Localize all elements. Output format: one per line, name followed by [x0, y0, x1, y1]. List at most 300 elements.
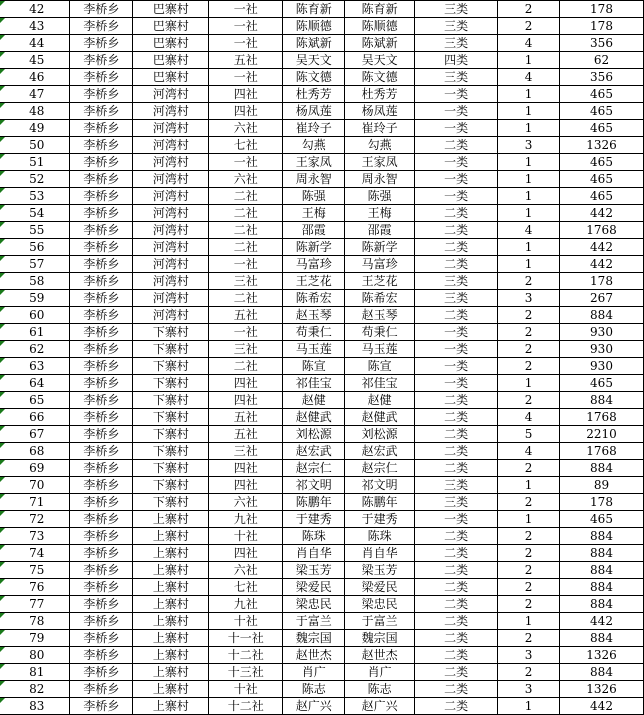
category-cell[interactable]: 一类	[415, 511, 498, 528]
township-cell[interactable]: 李桥乡	[70, 545, 133, 562]
category-cell[interactable]: 一类	[415, 103, 498, 120]
amount-cell[interactable]: 442	[560, 256, 644, 273]
name-cell[interactable]: 祁佳宝	[283, 375, 345, 392]
group-cell[interactable]: 四社	[209, 477, 283, 494]
table-row[interactable]	[0, 222, 644, 239]
head-name-cell[interactable]: 杨凤莲	[345, 103, 415, 120]
row-number[interactable]: 42	[0, 1, 70, 18]
village-cell[interactable]: 上寨村	[133, 511, 209, 528]
head-name-cell[interactable]: 于建秀	[345, 511, 415, 528]
head-name-cell[interactable]: 刘松源	[345, 426, 415, 443]
row-number[interactable]: 45	[0, 52, 70, 69]
table-row[interactable]	[0, 154, 644, 171]
township-cell[interactable]: 李桥乡	[70, 205, 133, 222]
name-cell[interactable]: 赵宗仁	[283, 460, 345, 477]
group-cell[interactable]: 一社	[209, 154, 283, 171]
name-cell[interactable]: 赵世杰	[283, 647, 345, 664]
count-cell[interactable]: 1	[498, 256, 560, 273]
category-cell[interactable]: 三类	[415, 494, 498, 511]
row-number[interactable]: 82	[0, 681, 70, 698]
group-cell[interactable]: 一社	[209, 18, 283, 35]
group-cell[interactable]: 九社	[209, 596, 283, 613]
count-cell[interactable]: 2	[498, 1, 560, 18]
township-cell[interactable]: 李桥乡	[70, 613, 133, 630]
head-name-cell[interactable]: 陈珠	[345, 528, 415, 545]
township-cell[interactable]: 李桥乡	[70, 579, 133, 596]
category-cell[interactable]: 二类	[415, 664, 498, 681]
amount-cell[interactable]: 1768	[560, 222, 644, 239]
amount-cell[interactable]: 465	[560, 375, 644, 392]
amount-cell[interactable]: 884	[560, 392, 644, 409]
amount-cell[interactable]: 930	[560, 341, 644, 358]
township-cell[interactable]: 李桥乡	[70, 375, 133, 392]
category-cell[interactable]: 二类	[415, 647, 498, 664]
amount-cell[interactable]: 465	[560, 154, 644, 171]
category-cell[interactable]: 一类	[415, 188, 498, 205]
table-row[interactable]	[0, 103, 644, 120]
category-cell[interactable]: 四类	[415, 52, 498, 69]
name-cell[interactable]: 肖广	[283, 664, 345, 681]
amount-cell[interactable]: 1768	[560, 409, 644, 426]
count-cell[interactable]: 2	[498, 341, 560, 358]
township-cell[interactable]: 李桥乡	[70, 222, 133, 239]
group-cell[interactable]: 二社	[209, 358, 283, 375]
village-cell[interactable]: 河湾村	[133, 188, 209, 205]
row-number[interactable]: 71	[0, 494, 70, 511]
category-cell[interactable]: 二类	[415, 545, 498, 562]
category-cell[interactable]: 二类	[415, 630, 498, 647]
group-cell[interactable]: 三社	[209, 273, 283, 290]
row-number[interactable]: 75	[0, 562, 70, 579]
name-cell[interactable]: 陈希宏	[283, 290, 345, 307]
row-number[interactable]: 44	[0, 35, 70, 52]
township-cell[interactable]: 李桥乡	[70, 392, 133, 409]
group-cell[interactable]: 十二社	[209, 647, 283, 664]
village-cell[interactable]: 河湾村	[133, 86, 209, 103]
name-cell[interactable]: 苟秉仁	[283, 324, 345, 341]
head-name-cell[interactable]: 赵宏武	[345, 443, 415, 460]
group-cell[interactable]: 三社	[209, 443, 283, 460]
head-name-cell[interactable]: 邵霞	[345, 222, 415, 239]
category-cell[interactable]: 二类	[415, 579, 498, 596]
group-cell[interactable]: 一社	[209, 35, 283, 52]
row-number[interactable]: 67	[0, 426, 70, 443]
row-number[interactable]: 76	[0, 579, 70, 596]
category-cell[interactable]: 一类	[415, 86, 498, 103]
township-cell[interactable]: 李桥乡	[70, 18, 133, 35]
village-cell[interactable]: 下寨村	[133, 341, 209, 358]
row-number[interactable]: 74	[0, 545, 70, 562]
amount-cell[interactable]: 930	[560, 324, 644, 341]
table-row[interactable]	[0, 545, 644, 562]
amount-cell[interactable]: 884	[560, 460, 644, 477]
row-number[interactable]: 80	[0, 647, 70, 664]
township-cell[interactable]: 李桥乡	[70, 273, 133, 290]
table-row[interactable]	[0, 358, 644, 375]
village-cell[interactable]: 河湾村	[133, 103, 209, 120]
township-cell[interactable]: 李桥乡	[70, 239, 133, 256]
village-cell[interactable]: 下寨村	[133, 477, 209, 494]
row-number[interactable]: 73	[0, 528, 70, 545]
name-cell[interactable]: 梁忠民	[283, 596, 345, 613]
village-cell[interactable]: 上寨村	[133, 664, 209, 681]
count-cell[interactable]: 1	[498, 103, 560, 120]
table-row[interactable]	[0, 392, 644, 409]
row-number[interactable]: 62	[0, 341, 70, 358]
group-cell[interactable]: 六社	[209, 120, 283, 137]
table-row[interactable]	[0, 120, 644, 137]
amount-cell[interactable]: 465	[560, 103, 644, 120]
amount-cell[interactable]: 442	[560, 205, 644, 222]
row-number[interactable]: 47	[0, 86, 70, 103]
village-cell[interactable]: 河湾村	[133, 154, 209, 171]
township-cell[interactable]: 李桥乡	[70, 256, 133, 273]
township-cell[interactable]: 李桥乡	[70, 477, 133, 494]
head-name-cell[interactable]: 王梅	[345, 205, 415, 222]
row-number[interactable]: 55	[0, 222, 70, 239]
table-row[interactable]	[0, 409, 644, 426]
name-cell[interactable]: 吴天文	[283, 52, 345, 69]
head-name-cell[interactable]: 陈文德	[345, 69, 415, 86]
head-name-cell[interactable]: 魏宗国	[345, 630, 415, 647]
count-cell[interactable]: 4	[498, 409, 560, 426]
count-cell[interactable]: 4	[498, 222, 560, 239]
name-cell[interactable]: 陈顺德	[283, 18, 345, 35]
group-cell[interactable]: 二社	[209, 239, 283, 256]
head-name-cell[interactable]: 王家凤	[345, 154, 415, 171]
village-cell[interactable]: 下寨村	[133, 426, 209, 443]
township-cell[interactable]: 李桥乡	[70, 307, 133, 324]
township-cell[interactable]: 李桥乡	[70, 86, 133, 103]
village-cell[interactable]: 河湾村	[133, 171, 209, 188]
name-cell[interactable]: 肖自华	[283, 545, 345, 562]
village-cell[interactable]: 下寨村	[133, 494, 209, 511]
count-cell[interactable]: 2	[498, 528, 560, 545]
head-name-cell[interactable]: 赵健武	[345, 409, 415, 426]
count-cell[interactable]: 2	[498, 596, 560, 613]
township-cell[interactable]: 李桥乡	[70, 69, 133, 86]
table-row[interactable]	[0, 86, 644, 103]
row-number[interactable]: 70	[0, 477, 70, 494]
name-cell[interactable]: 陈新学	[283, 239, 345, 256]
group-cell[interactable]: 五社	[209, 409, 283, 426]
category-cell[interactable]: 二类	[415, 239, 498, 256]
count-cell[interactable]: 4	[498, 69, 560, 86]
name-cell[interactable]: 陈斌新	[283, 35, 345, 52]
table-row[interactable]	[0, 426, 644, 443]
count-cell[interactable]: 2	[498, 630, 560, 647]
village-cell[interactable]: 下寨村	[133, 375, 209, 392]
count-cell[interactable]: 2	[498, 392, 560, 409]
category-cell[interactable]: 二类	[415, 698, 498, 715]
head-name-cell[interactable]: 马玉莲	[345, 341, 415, 358]
amount-cell[interactable]: 267	[560, 290, 644, 307]
name-cell[interactable]: 赵健	[283, 392, 345, 409]
row-number[interactable]: 54	[0, 205, 70, 222]
amount-cell[interactable]: 884	[560, 596, 644, 613]
head-name-cell[interactable]: 赵广兴	[345, 698, 415, 715]
category-cell[interactable]: 二类	[415, 392, 498, 409]
table-row[interactable]	[0, 205, 644, 222]
category-cell[interactable]: 一类	[415, 358, 498, 375]
group-cell[interactable]: 五社	[209, 307, 283, 324]
group-cell[interactable]: 五社	[209, 426, 283, 443]
village-cell[interactable]: 上寨村	[133, 613, 209, 630]
head-name-cell[interactable]: 陈斌新	[345, 35, 415, 52]
village-cell[interactable]: 下寨村	[133, 443, 209, 460]
name-cell[interactable]: 赵宏武	[283, 443, 345, 460]
table-row[interactable]	[0, 324, 644, 341]
head-name-cell[interactable]: 梁爱民	[345, 579, 415, 596]
village-cell[interactable]: 下寨村	[133, 358, 209, 375]
category-cell[interactable]: 一类	[415, 341, 498, 358]
row-number[interactable]: 77	[0, 596, 70, 613]
name-cell[interactable]: 魏宗国	[283, 630, 345, 647]
row-number[interactable]: 66	[0, 409, 70, 426]
township-cell[interactable]: 李桥乡	[70, 154, 133, 171]
amount-cell[interactable]: 178	[560, 494, 644, 511]
count-cell[interactable]: 1	[498, 52, 560, 69]
count-cell[interactable]: 2	[498, 324, 560, 341]
head-name-cell[interactable]: 吴天文	[345, 52, 415, 69]
name-cell[interactable]: 祁文明	[283, 477, 345, 494]
name-cell[interactable]: 陈鹏年	[283, 494, 345, 511]
head-name-cell[interactable]: 于富兰	[345, 613, 415, 630]
amount-cell[interactable]: 89	[560, 477, 644, 494]
village-cell[interactable]: 巴寨村	[133, 35, 209, 52]
head-name-cell[interactable]: 肖自华	[345, 545, 415, 562]
name-cell[interactable]: 梁爱民	[283, 579, 345, 596]
group-cell[interactable]: 十三社	[209, 664, 283, 681]
table-row[interactable]	[0, 18, 644, 35]
village-cell[interactable]: 上寨村	[133, 528, 209, 545]
group-cell[interactable]: 一社	[209, 256, 283, 273]
name-cell[interactable]: 王家凤	[283, 154, 345, 171]
head-name-cell[interactable]: 马富珍	[345, 256, 415, 273]
table-row[interactable]	[0, 647, 644, 664]
amount-cell[interactable]: 884	[560, 545, 644, 562]
amount-cell[interactable]: 884	[560, 630, 644, 647]
group-cell[interactable]: 四社	[209, 460, 283, 477]
row-number[interactable]: 56	[0, 239, 70, 256]
amount-cell[interactable]: 178	[560, 273, 644, 290]
amount-cell[interactable]: 884	[560, 307, 644, 324]
village-cell[interactable]: 上寨村	[133, 698, 209, 715]
village-cell[interactable]: 上寨村	[133, 579, 209, 596]
name-cell[interactable]: 于建秀	[283, 511, 345, 528]
group-cell[interactable]: 四社	[209, 545, 283, 562]
row-number[interactable]: 57	[0, 256, 70, 273]
township-cell[interactable]: 李桥乡	[70, 562, 133, 579]
table-row[interactable]	[0, 613, 644, 630]
name-cell[interactable]: 赵玉琴	[283, 307, 345, 324]
township-cell[interactable]: 李桥乡	[70, 443, 133, 460]
group-cell[interactable]: 六社	[209, 562, 283, 579]
count-cell[interactable]: 2	[498, 307, 560, 324]
head-name-cell[interactable]: 赵健	[345, 392, 415, 409]
amount-cell[interactable]: 1768	[560, 443, 644, 460]
village-cell[interactable]: 下寨村	[133, 460, 209, 477]
row-number[interactable]: 52	[0, 171, 70, 188]
village-cell[interactable]: 河湾村	[133, 137, 209, 154]
village-cell[interactable]: 下寨村	[133, 409, 209, 426]
row-number[interactable]: 81	[0, 664, 70, 681]
township-cell[interactable]: 李桥乡	[70, 1, 133, 18]
head-name-cell[interactable]: 崔玲子	[345, 120, 415, 137]
category-cell[interactable]: 三类	[415, 290, 498, 307]
name-cell[interactable]: 陈志	[283, 681, 345, 698]
count-cell[interactable]: 3	[498, 647, 560, 664]
count-cell[interactable]: 4	[498, 443, 560, 460]
table-row[interactable]	[0, 52, 644, 69]
village-cell[interactable]: 河湾村	[133, 290, 209, 307]
head-name-cell[interactable]: 赵玉琴	[345, 307, 415, 324]
head-name-cell[interactable]: 王芝花	[345, 273, 415, 290]
table-row[interactable]	[0, 273, 644, 290]
row-number[interactable]: 65	[0, 392, 70, 409]
village-cell[interactable]: 上寨村	[133, 681, 209, 698]
township-cell[interactable]: 李桥乡	[70, 409, 133, 426]
township-cell[interactable]: 李桥乡	[70, 630, 133, 647]
head-name-cell[interactable]: 梁玉芳	[345, 562, 415, 579]
amount-cell[interactable]: 884	[560, 579, 644, 596]
village-cell[interactable]: 下寨村	[133, 324, 209, 341]
row-number[interactable]: 46	[0, 69, 70, 86]
row-number[interactable]: 48	[0, 103, 70, 120]
row-number[interactable]: 60	[0, 307, 70, 324]
row-number[interactable]: 69	[0, 460, 70, 477]
table-row[interactable]	[0, 596, 644, 613]
amount-cell[interactable]: 465	[560, 86, 644, 103]
table-row[interactable]	[0, 681, 644, 698]
township-cell[interactable]: 李桥乡	[70, 698, 133, 715]
name-cell[interactable]: 马富珍	[283, 256, 345, 273]
category-cell[interactable]: 二类	[415, 426, 498, 443]
group-cell[interactable]: 九社	[209, 511, 283, 528]
table-row[interactable]	[0, 341, 644, 358]
township-cell[interactable]: 李桥乡	[70, 511, 133, 528]
name-cell[interactable]: 陈文德	[283, 69, 345, 86]
village-cell[interactable]: 河湾村	[133, 273, 209, 290]
township-cell[interactable]: 李桥乡	[70, 137, 133, 154]
village-cell[interactable]: 上寨村	[133, 545, 209, 562]
group-cell[interactable]: 七社	[209, 137, 283, 154]
category-cell[interactable]: 二类	[415, 137, 498, 154]
amount-cell[interactable]: 1326	[560, 647, 644, 664]
table-row[interactable]	[0, 528, 644, 545]
group-cell[interactable]: 二社	[209, 222, 283, 239]
table-row[interactable]	[0, 137, 644, 154]
row-number[interactable]: 49	[0, 120, 70, 137]
group-cell[interactable]: 六社	[209, 494, 283, 511]
village-cell[interactable]: 巴寨村	[133, 1, 209, 18]
table-row[interactable]	[0, 460, 644, 477]
name-cell[interactable]: 陈强	[283, 188, 345, 205]
category-cell[interactable]: 二类	[415, 443, 498, 460]
group-cell[interactable]: 十社	[209, 528, 283, 545]
township-cell[interactable]: 李桥乡	[70, 664, 133, 681]
township-cell[interactable]: 李桥乡	[70, 188, 133, 205]
amount-cell[interactable]: 356	[560, 35, 644, 52]
township-cell[interactable]: 李桥乡	[70, 528, 133, 545]
amount-cell[interactable]: 178	[560, 1, 644, 18]
table-row[interactable]	[0, 375, 644, 392]
township-cell[interactable]: 李桥乡	[70, 120, 133, 137]
group-cell[interactable]: 一社	[209, 324, 283, 341]
amount-cell[interactable]: 465	[560, 171, 644, 188]
count-cell[interactable]: 1	[498, 511, 560, 528]
head-name-cell[interactable]: 赵宗仁	[345, 460, 415, 477]
township-cell[interactable]: 李桥乡	[70, 647, 133, 664]
row-number[interactable]: 64	[0, 375, 70, 392]
count-cell[interactable]: 4	[498, 35, 560, 52]
head-name-cell[interactable]: 陈强	[345, 188, 415, 205]
table-row[interactable]	[0, 188, 644, 205]
count-cell[interactable]: 1	[498, 171, 560, 188]
table-row[interactable]	[0, 239, 644, 256]
group-cell[interactable]: 二社	[209, 205, 283, 222]
township-cell[interactable]: 李桥乡	[70, 426, 133, 443]
township-cell[interactable]: 李桥乡	[70, 324, 133, 341]
township-cell[interactable]: 李桥乡	[70, 290, 133, 307]
count-cell[interactable]: 5	[498, 426, 560, 443]
count-cell[interactable]: 1	[498, 698, 560, 715]
village-cell[interactable]: 河湾村	[133, 239, 209, 256]
group-cell[interactable]: 四社	[209, 103, 283, 120]
head-name-cell[interactable]: 陈希宏	[345, 290, 415, 307]
head-name-cell[interactable]: 勾燕	[345, 137, 415, 154]
count-cell[interactable]: 2	[498, 273, 560, 290]
row-number[interactable]: 59	[0, 290, 70, 307]
township-cell[interactable]: 李桥乡	[70, 171, 133, 188]
table-row[interactable]	[0, 307, 644, 324]
category-cell[interactable]: 一类	[415, 375, 498, 392]
amount-cell[interactable]: 884	[560, 528, 644, 545]
count-cell[interactable]: 1	[498, 375, 560, 392]
township-cell[interactable]: 李桥乡	[70, 35, 133, 52]
name-cell[interactable]: 刘松源	[283, 426, 345, 443]
category-cell[interactable]: 二类	[415, 409, 498, 426]
head-name-cell[interactable]: 肖广	[345, 664, 415, 681]
category-cell[interactable]: 一类	[415, 120, 498, 137]
name-cell[interactable]: 杜秀芳	[283, 86, 345, 103]
amount-cell[interactable]: 465	[560, 188, 644, 205]
category-cell[interactable]: 三类	[415, 273, 498, 290]
village-cell[interactable]: 上寨村	[133, 647, 209, 664]
group-cell[interactable]: 六社	[209, 171, 283, 188]
category-cell[interactable]: 二类	[415, 460, 498, 477]
township-cell[interactable]: 李桥乡	[70, 681, 133, 698]
count-cell[interactable]: 1	[498, 154, 560, 171]
group-cell[interactable]: 一社	[209, 1, 283, 18]
table-row[interactable]	[0, 69, 644, 86]
table-row[interactable]	[0, 562, 644, 579]
category-cell[interactable]: 二类	[415, 681, 498, 698]
category-cell[interactable]: 二类	[415, 307, 498, 324]
township-cell[interactable]: 李桥乡	[70, 341, 133, 358]
count-cell[interactable]: 1	[498, 613, 560, 630]
amount-cell[interactable]: 884	[560, 664, 644, 681]
category-cell[interactable]: 二类	[415, 562, 498, 579]
name-cell[interactable]: 马玉莲	[283, 341, 345, 358]
category-cell[interactable]: 二类	[415, 596, 498, 613]
group-cell[interactable]: 十二社	[209, 698, 283, 715]
village-cell[interactable]: 河湾村	[133, 256, 209, 273]
amount-cell[interactable]: 1326	[560, 681, 644, 698]
count-cell[interactable]: 3	[498, 290, 560, 307]
table-row[interactable]	[0, 443, 644, 460]
table-row[interactable]	[0, 494, 644, 511]
